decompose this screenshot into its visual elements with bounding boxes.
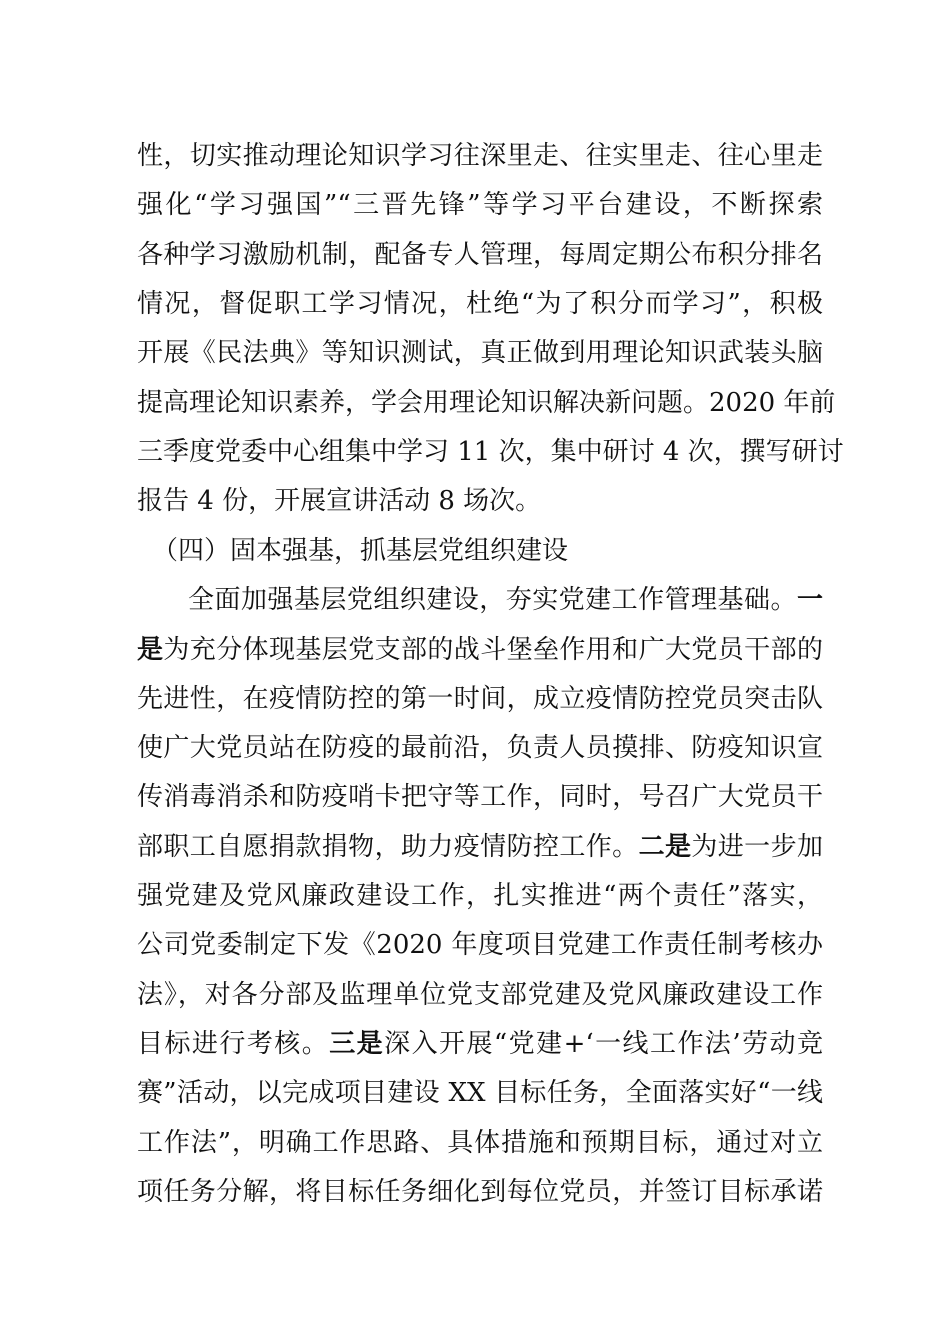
text-line	[137, 432, 844, 472]
text-line	[137, 185, 823, 225]
text-line	[137, 481, 823, 521]
text-segment: 深入开展“党建+‘一线工作法’劳动竞	[384, 1029, 823, 1059]
text-line	[137, 1073, 823, 1113]
text-segment: 情况，督促职工学习情况，杜绝“为了积分而学习”，积极	[137, 289, 823, 319]
text-segment: 工作法”，明确工作思路、具体措施和预期目标，通过对立	[137, 1128, 823, 1158]
text-line	[137, 136, 823, 176]
text-line	[137, 925, 823, 965]
bold-ordinal: 一	[796, 585, 823, 615]
text-line	[137, 630, 823, 670]
text-segment: 强化“学习强国”“三晋先锋”等学习平台建设，不断探索	[137, 190, 823, 220]
text-segment: 目标进行考核。	[137, 1029, 330, 1059]
text-segment: 传消毒消杀和防疫哨卡把守等工作，同时，号召广大党员干	[137, 782, 823, 812]
text-segment: 法》，对各分部及监理单位党支部党建及党风廉政建设工作	[137, 980, 823, 1010]
text-line	[137, 975, 823, 1015]
text-line	[137, 827, 823, 867]
text-segment: 先进性，在疫情防控的第一时间，成立疫情防控党员突击队	[137, 684, 823, 714]
text-segment: 强党建及党风廉政建设工作，扎实推进“两个责任”落实，	[137, 881, 823, 911]
text-segment: 为充分体现基层党支部的战斗堡垒作用和广大党员干部的	[163, 635, 823, 665]
text-line	[137, 728, 823, 768]
text-segment: 公司党委制定下发《2020 年度项目党建工作责任制考核办	[137, 930, 823, 960]
text-line	[137, 1024, 823, 1064]
bold-ordinal: 二是	[638, 832, 692, 862]
text-line	[137, 383, 836, 423]
text-segment: 开展《民法典》等知识测试，真正做到用理论知识武装头脑	[137, 338, 823, 368]
text-segment: 项任务分解，将目标任务细化到每位党员，并签订目标承诺	[137, 1177, 823, 1207]
text-line	[137, 679, 823, 719]
bold-ordinal: 是	[137, 635, 164, 665]
text-segment: 使广大党员站在防疫的最前沿，负责人员摸排、防疫知识宣	[137, 733, 823, 763]
text-line	[137, 235, 823, 275]
text-segment: 部职工自愿捐款捐物，助力疫情防控工作。	[137, 832, 639, 862]
text-line	[137, 284, 823, 324]
text-segment: 各种学习激励机制，配备专人管理，每周定期公布积分排名	[137, 240, 823, 270]
text-segment: 提高理论知识素养，学会用理论知识解决新问题。2020 年前	[137, 388, 836, 418]
text-segment: （四）固本强基，抓基层党组织建设	[152, 536, 569, 566]
text-segment: 全面加强基层党组织建设，夯实党建工作管理基础。	[188, 585, 797, 615]
text-line	[188, 580, 823, 620]
text-line	[137, 1123, 823, 1163]
text-segment: 报告 4 份，开展宣讲活动 8 场次。	[137, 486, 542, 516]
text-line	[137, 777, 823, 817]
text-line	[137, 1172, 823, 1212]
text-line	[137, 333, 823, 373]
text-segment: 三季度党委中心组集中学习 11 次，集中研讨 4 次，撰写研讨	[137, 437, 844, 467]
text-segment: 性，切实推动理论知识学习往深里走、往实里走、往心里走	[137, 141, 823, 171]
section-heading	[152, 531, 838, 571]
text-line	[137, 876, 823, 916]
text-segment: 赛”活动，以完成项目建设 XX 目标任务，全面落实好“一线	[137, 1078, 823, 1108]
bold-ordinal: 三是	[329, 1029, 385, 1059]
text-segment: 为进一步加	[691, 832, 823, 862]
